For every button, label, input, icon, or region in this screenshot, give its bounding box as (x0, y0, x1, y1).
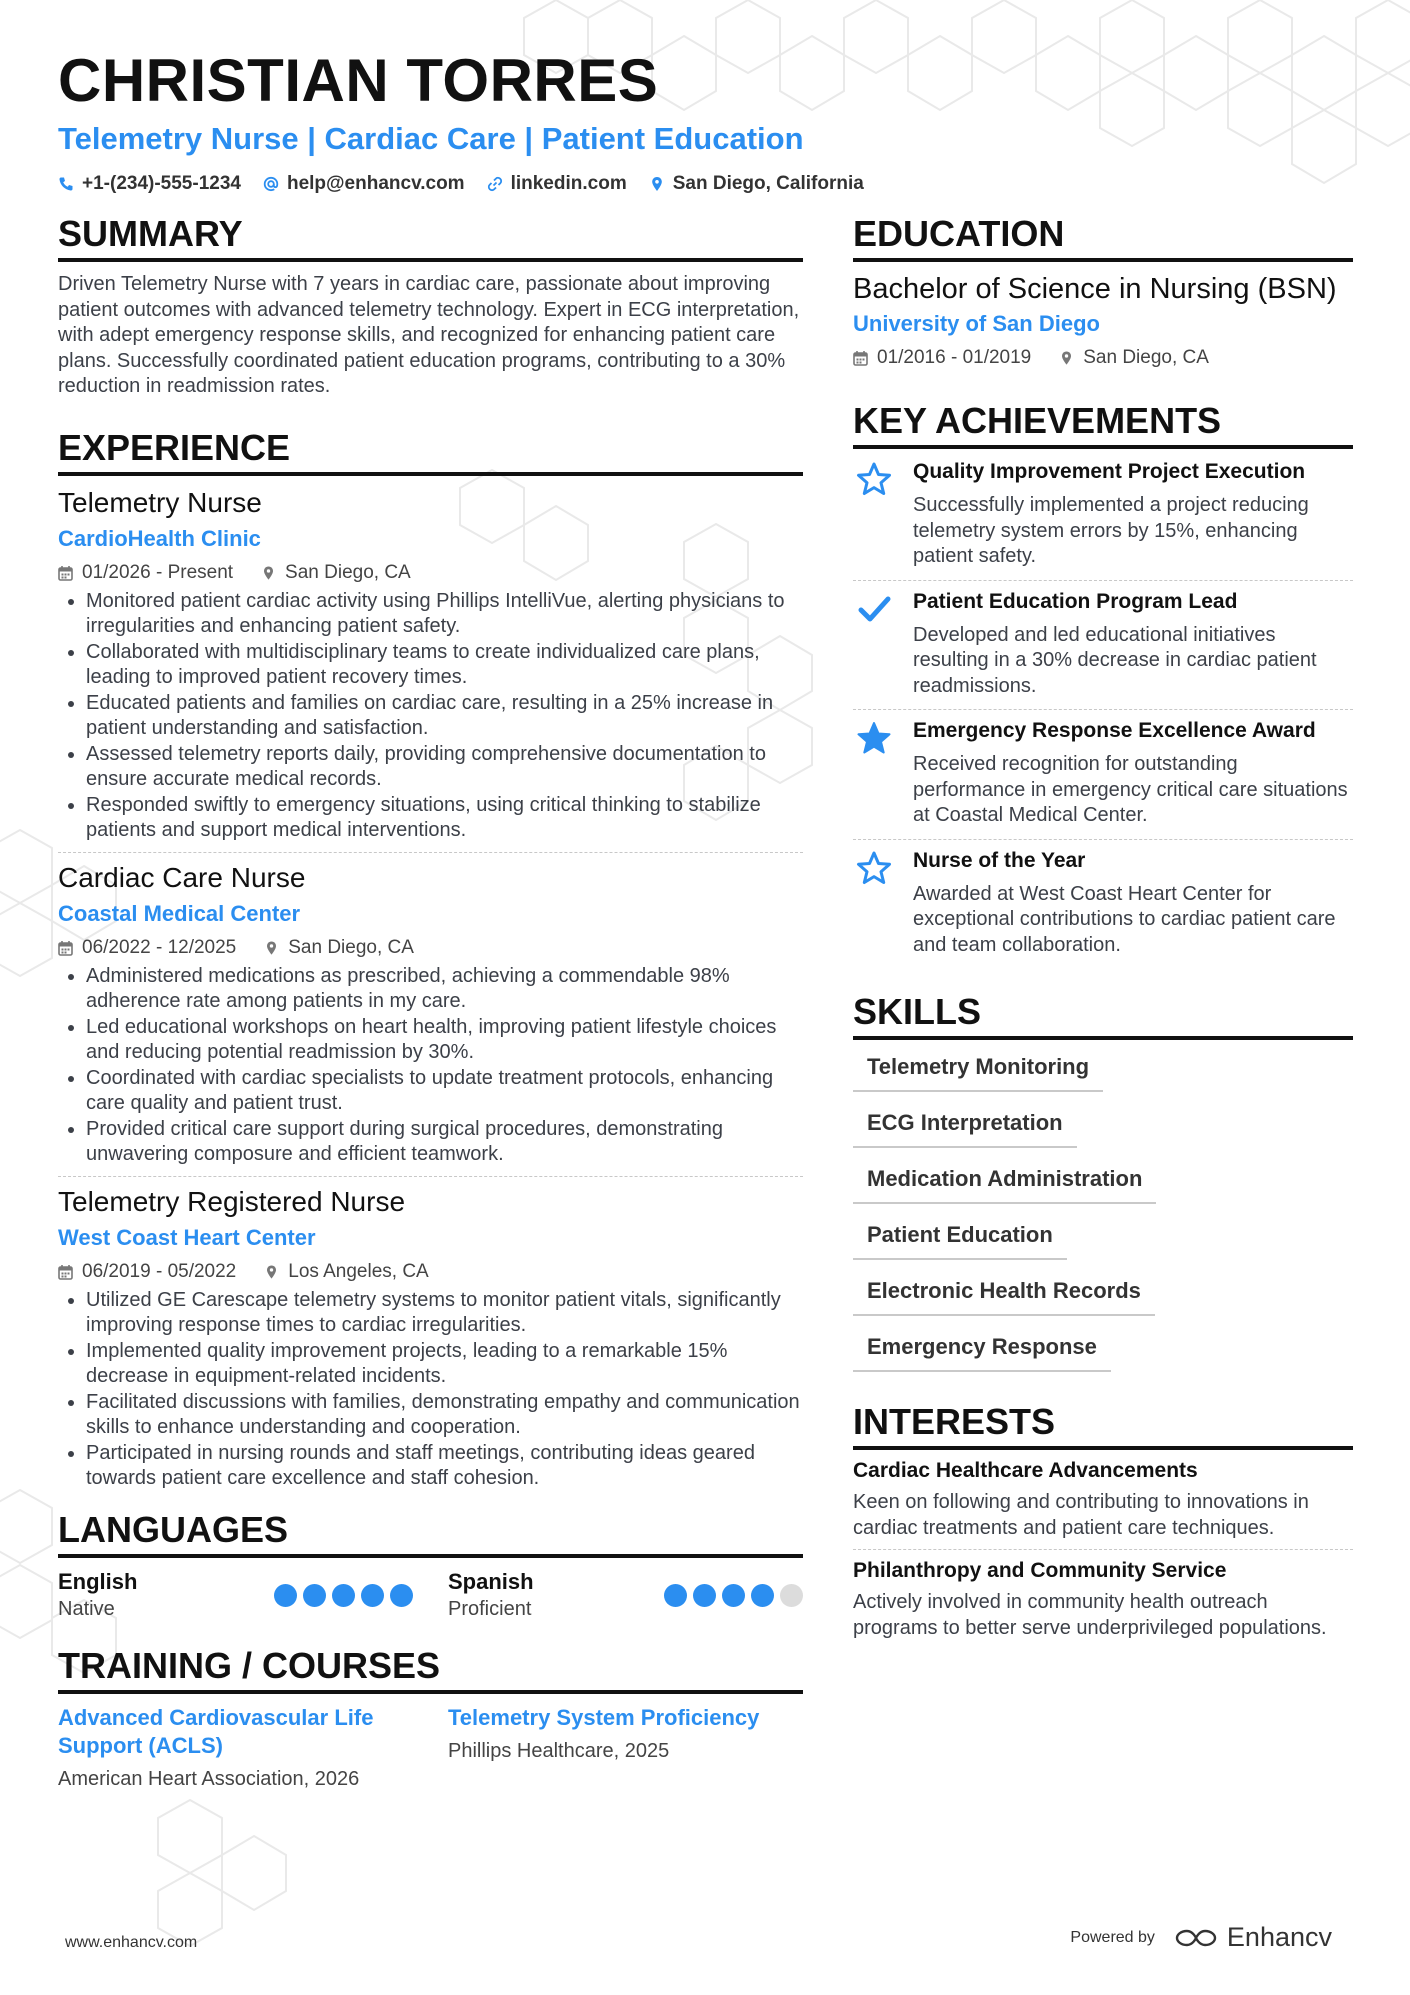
rating-dot (751, 1584, 774, 1607)
interests-section (853, 1400, 1353, 1649)
star-filled-icon (856, 720, 892, 756)
achievement-item (853, 710, 1353, 840)
location-pin-icon (264, 1264, 279, 1280)
achievements-heading: KEY ACHIEVEMENTS (853, 399, 1353, 449)
job-bullet: • Administered medications as prescribed, achieving a commendable 98% adherence rate among patients in my care. (86, 964, 803, 1015)
contact-linkedin-text: linkedin.com (510, 173, 627, 194)
experience-item (58, 486, 803, 853)
skills-list (853, 1042, 1353, 1378)
company-name[interactable]: Coastal Medical Center (58, 900, 301, 926)
contact-phone[interactable] (58, 173, 241, 195)
calendar-icon (58, 565, 73, 581)
language-name: Spanish (448, 1568, 534, 1594)
summary-section (58, 212, 803, 400)
candidate-tagline: Telemetry Nurse | Cardiac Care | Patient Education (58, 121, 804, 156)
rating-dot (722, 1584, 745, 1607)
training-title: Advanced Cardiovascular Life Support (ACLS) (58, 1704, 374, 1758)
interest-description: Keen on following and contributing to innovations in cardiac treatments and patient care techniques. (853, 1491, 1309, 1539)
job-meta (58, 560, 803, 586)
footer-branding (1070, 1922, 1332, 1953)
star-outline-icon (856, 461, 892, 497)
job-meta (58, 1259, 803, 1285)
summary-text: Driven Telemetry Nurse with 7 years in cardiac care, passionate about improving patient outcomes with advanced telemetry technology. Expert in ECG interpretation, with adept emergency response skills, and recognized for enhancing patient care plans. Successfully coordinated patient education programs, contributing to a 30% reduction in readmission rates. (58, 273, 800, 397)
experience-heading: EXPERIENCE (58, 426, 803, 476)
contact-location (649, 173, 864, 195)
job-dates (58, 560, 233, 586)
achievement-item (853, 840, 1353, 969)
training-list (58, 1704, 803, 1792)
education-location-text: San Diego, CA (1083, 347, 1209, 368)
experience-section (58, 426, 803, 1500)
company-name[interactable]: CardioHealth Clinic (58, 525, 261, 551)
achievement-description: Received recognition for outstanding performance in emergency critical care situations at Coastal Medical Center. (913, 753, 1348, 826)
interests-heading: INTERESTS (853, 1400, 1353, 1450)
experience-item (58, 1185, 803, 1500)
achievement-description: Successfully implemented a project reducing telemetry system errors by 15%, enhancing patient safety. (913, 494, 1309, 567)
language-rating (664, 1584, 803, 1607)
footer-website[interactable]: www.enhancv.com (65, 1934, 198, 1951)
job-title: Cardiac Care Nurse (58, 861, 306, 893)
location-pin-icon (649, 176, 665, 192)
training-section (58, 1644, 803, 1792)
star-outline-icon (856, 850, 892, 886)
contact-linkedin[interactable] (487, 173, 627, 195)
education-dates-text: 01/2016 - 01/2019 (877, 347, 1032, 368)
achievement-item (853, 451, 1353, 581)
job-bullet: • Educated patients and families on cardiac care, resulting in a 25% increase in patient understanding and satisfaction. (86, 691, 803, 742)
education-section (853, 212, 1353, 371)
job-location-text: Los Angeles, CA (288, 1260, 429, 1282)
skills-heading: SKILLS (853, 990, 1353, 1040)
contact-email[interactable] (263, 173, 465, 195)
at-sign-icon (263, 176, 279, 192)
job-bullet: • Led educational workshops on heart health, improving patient lifestyle choices and reducing potential readmission by 30%. (86, 1015, 803, 1066)
languages-heading: LANGUAGES (58, 1508, 803, 1558)
achievement-title: Nurse of the Year (913, 848, 1086, 872)
degree-title: Bachelor of Science in Nursing (BSN) (853, 273, 1337, 305)
job-bullet: • Facilitated discussions with families, demonstrating empathy and communication skills to enhance understanding and cooperation. (86, 1390, 803, 1441)
language-rating (274, 1584, 413, 1607)
enhancv-logo-icon (1173, 1926, 1219, 1950)
language-name: English (58, 1568, 138, 1594)
summary-heading: SUMMARY (58, 212, 803, 262)
job-bullets (58, 589, 803, 844)
language-item (448, 1568, 803, 1622)
powered-by-label: Powered by (1070, 1928, 1155, 1946)
rating-dot (332, 1584, 355, 1607)
checkmark-icon (856, 591, 892, 627)
rating-dot (780, 1584, 803, 1607)
language-level: Native (58, 1597, 115, 1620)
job-bullets (58, 964, 803, 1168)
contact-phone-text: +1-(234)-555-1234 (82, 173, 241, 194)
education-heading: EDUCATION (853, 212, 1353, 262)
rating-dot (390, 1584, 413, 1607)
interest-item (853, 1558, 1353, 1649)
job-bullet: • Assessed telemetry reports daily, providing comprehensive documentation to ensure accurate medical records. (86, 742, 803, 793)
language-level: Proficient (448, 1597, 532, 1620)
skills-section (853, 990, 1353, 1378)
candidate-name: CHRISTIAN TORRES (58, 47, 659, 114)
languages-list (58, 1568, 803, 1622)
skill-tag: ECG Interpretation (853, 1098, 1077, 1148)
achievement-description: Developed and led educational initiatives resulting in a 30% decrease in cardiac patient readmissions. (913, 623, 1317, 697)
link-icon (487, 176, 503, 192)
enhancv-logo[interactable] (1173, 1922, 1332, 1953)
skill-tag: Patient Education (853, 1210, 1067, 1260)
location-pin-icon (1059, 350, 1074, 366)
achievement-title: Quality Improvement Project Execution (913, 460, 1306, 483)
job-meta (58, 935, 803, 961)
achievements-section (853, 399, 1353, 968)
job-bullet: • Coordinated with cardiac specialists to update treatment protocols, enhancing care quality and patient trust. (86, 1066, 803, 1117)
training-heading: TRAINING / COURSES (58, 1644, 803, 1694)
job-dates-text: 01/2026 - Present (82, 561, 234, 583)
rating-dot (693, 1584, 716, 1607)
resume-header (58, 45, 1358, 195)
job-bullet: • Monitored patient cardiac activity using Phillips IntelliVue, alerting physicians to irregularities and enhancing patient safety. (86, 589, 803, 640)
rating-dot (361, 1584, 384, 1607)
education-dates (853, 345, 1031, 371)
left-column (58, 212, 803, 1792)
experience-item (58, 861, 803, 1177)
calendar-icon (58, 940, 73, 956)
contact-bar (58, 173, 1358, 195)
job-location (264, 1259, 428, 1285)
job-bullet: • Responded swiftly to emergency situations, using critical thinking to stabilize patients and support medical interventions. (86, 793, 803, 844)
achievement-description: Awarded at West Coast Heart Center for exceptional contributions to cardiac patient care and team collaboration. (913, 882, 1336, 956)
job-bullet: • Provided critical care support during surgical procedures, demonstrating unwavering composure and efficient teamwork. (86, 1117, 803, 1168)
job-title: Telemetry Registered Nurse (58, 1185, 406, 1217)
company-name[interactable]: West Coast Heart Center (58, 1224, 316, 1250)
job-dates (58, 935, 236, 961)
rating-dot (664, 1584, 687, 1607)
achievement-item (853, 581, 1353, 711)
job-bullets (58, 1288, 803, 1492)
job-bullet: • Utilized GE Carescape telemetry systems to monitor patient vitals, significantly improving response times to cardiac irregularities. (86, 1288, 803, 1339)
contact-email-text: help@enhancv.com (286, 173, 465, 194)
rating-dot (303, 1584, 326, 1607)
interest-description: Actively involved in community health outreach programs to better serve underprivileged populations. (853, 1591, 1327, 1639)
location-pin-icon (264, 940, 279, 956)
job-location-text: San Diego, CA (288, 936, 414, 958)
achievement-title: Emergency Response Excellence Award (913, 719, 1316, 742)
job-dates (58, 1259, 236, 1285)
job-bullet: • Participated in nursing rounds and staff meetings, contributing ideas geared towards patient care excellence and staff cohesion. (86, 1441, 803, 1492)
location-pin-icon (261, 565, 276, 581)
skill-tag: Emergency Response (853, 1322, 1111, 1372)
calendar-icon (58, 1264, 73, 1280)
skill-tag: Electronic Health Records (853, 1266, 1155, 1316)
job-bullet: • Collaborated with multidisciplinary teams to create individualized care plans, leading to improved patient recovery times. (86, 640, 803, 691)
job-dates-text: 06/2022 - 12/2025 (82, 936, 237, 958)
contact-location-text: San Diego, California (672, 173, 864, 194)
job-location (261, 560, 411, 586)
calendar-icon (853, 350, 868, 366)
training-title: Telemetry System Proficiency (448, 1704, 760, 1730)
languages-section (58, 1508, 803, 1622)
job-location-text: San Diego, CA (285, 561, 411, 583)
interest-title: Philanthropy and Community Service (853, 1559, 1227, 1582)
skill-tag: Medication Administration (853, 1154, 1156, 1204)
job-title: Telemetry Nurse (58, 486, 262, 518)
phone-icon (58, 176, 74, 192)
achievement-title: Patient Education Program Lead (913, 589, 1238, 613)
interest-item (853, 1458, 1353, 1550)
training-provider: American Heart Association, 2026 (58, 1767, 360, 1790)
skill-tag: Telemetry Monitoring (853, 1042, 1103, 1092)
brand-name: Enhancv (1226, 1922, 1332, 1952)
training-provider: Phillips Healthcare, 2025 (448, 1739, 670, 1762)
job-dates-text: 06/2019 - 05/2022 (82, 1260, 237, 1282)
rating-dot (274, 1584, 297, 1607)
school-name[interactable]: University of San Diego (853, 311, 1100, 336)
training-item (58, 1704, 413, 1792)
education-meta (853, 345, 1353, 371)
job-bullet: • Implemented quality improvement projects, leading to a remarkable 15% decrease in equipment-related incidents. (86, 1339, 803, 1390)
right-column (853, 212, 1353, 1649)
education-location (1059, 345, 1209, 371)
job-location (264, 935, 414, 961)
interest-title: Cardiac Healthcare Advancements (853, 1459, 1198, 1482)
language-item (58, 1568, 413, 1622)
training-item (448, 1704, 803, 1792)
